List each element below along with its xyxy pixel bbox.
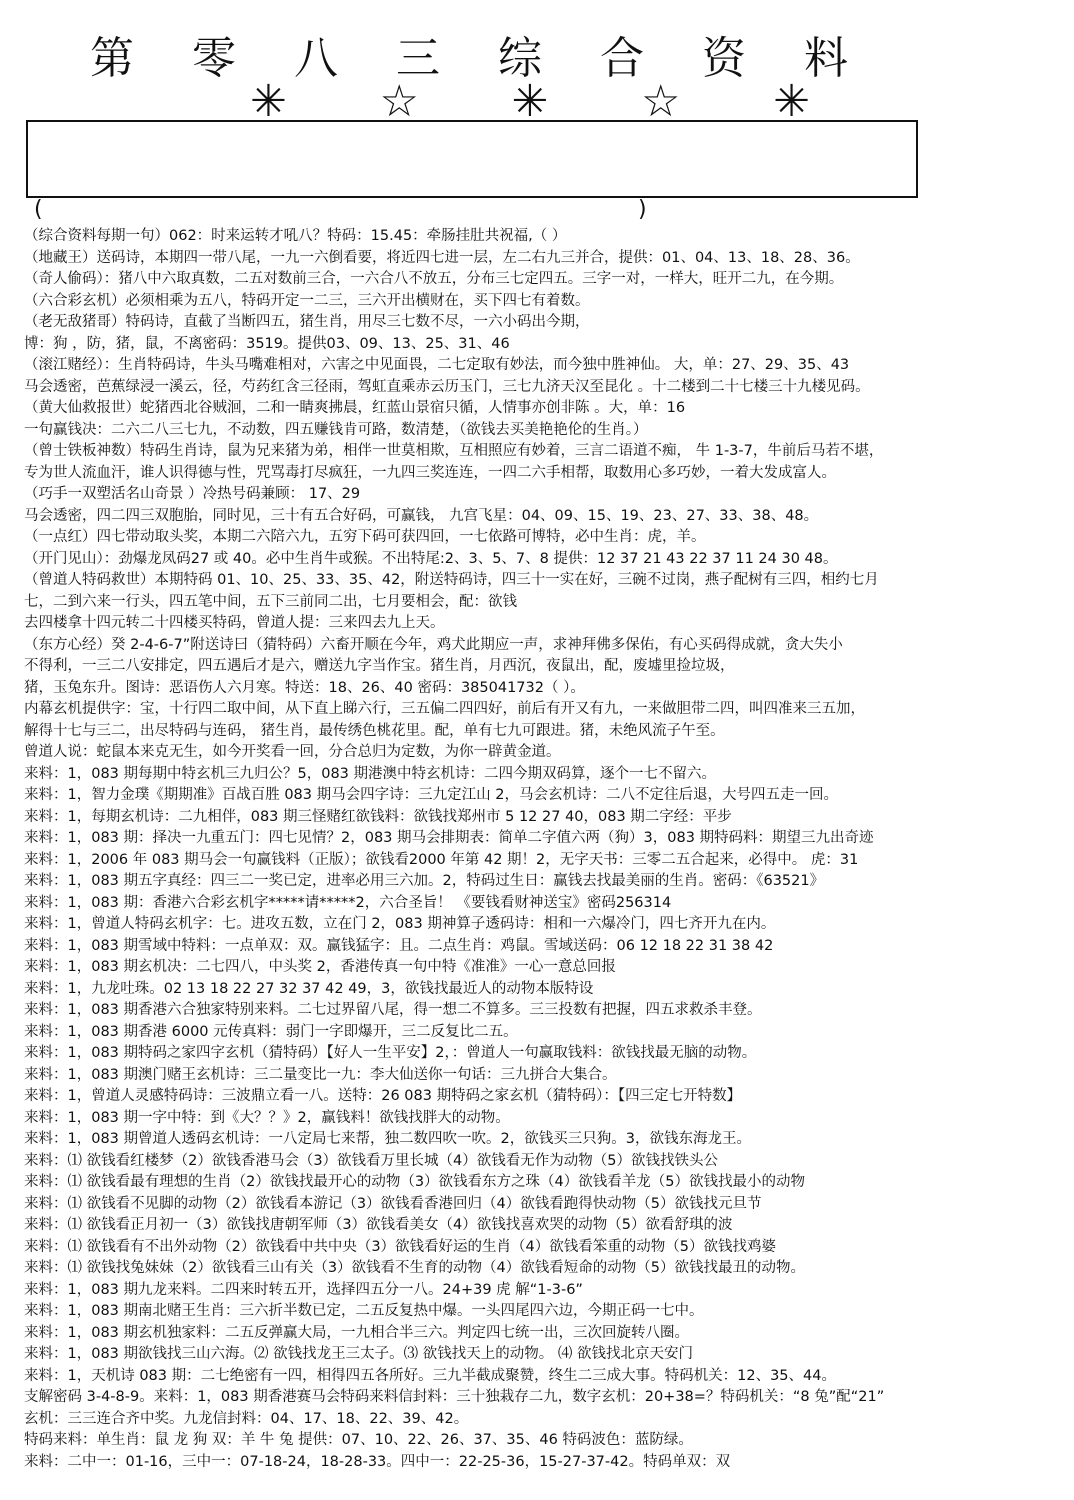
text-line: 解得十七与三二，出尽特码与连码， 猪生肖，最传绣色桃花里。配，单有七九可跟进。猪，未绝风流子午至。 (24, 722, 725, 739)
text-line: （奇人偷码）：猪八中六取真数，二五对数前三合，一六合八不放五，分布三七定四五。三字一对，一样大，旺开二九，在今期。 (24, 271, 844, 287)
text-line: 支解密码 3-4-8-9。来料：1，083 期香港赛马会特码来料信封料：三十独栽存二九，数字玄机：20+38=？特码机关：“8 兔”配“21” (24, 1389, 885, 1405)
text-line: 来料：⑴ 欲钱看有不出外动物（2）欲钱看中共中央（3）欲钱看好运的生肖（4）欲钱看笨重的动物（5）欲钱找鸡婆 (24, 1238, 777, 1255)
right-bracket-decoration: ) (638, 197, 647, 222)
text-line: （曾道人特码救世）本期特码 01、10、25、33、35、42，附送特码诗，四三十一实在好，三碗不过岗，燕子配树有三四，相约七月 (24, 572, 879, 588)
text-line: 来料：⑴ 欲钱看不见脚的动物（2）欲钱看本游记（3）欲钱看香港回归（4）欲钱看跑得快动物（5）欲钱找元旦节 (24, 1195, 762, 1212)
text-line: 来料：1，2006 年 083 期马会一句赢钱料（正版）；欲钱看2000 年第 42 期！2，无字天书：三零二五合起来，必得中。 虎：31 (24, 851, 859, 868)
star-outline-icon: ☆ (641, 76, 681, 127)
text-line: 来料：1，083 期香港 6000 元传真料：弱门一字即爆开，三二反复比二五。 (24, 1023, 518, 1040)
text-line: 曾道人说：蛇鼠本来克无生，如今开奖看一回，分合总归为定数，为你一辟黄金道。 (24, 744, 561, 760)
text-line: 来料：1，曾道人灵感特码诗：三波鼎立看一八。送特：26 083 期特码之家玄机（猜特码）：【四三定七开特数】 (24, 1088, 742, 1104)
text-line: 来料：⑴ 欲钱看红楼梦（2）欲钱香港马会（3）欲钱看万里长城（4）欲钱看无作为动物（5）欲钱找铁头公 (24, 1152, 719, 1169)
text-line: 来料：1，083 期：香港六合彩玄机字*****请*****2，六合圣旨！ 《要钱看财神送宝》密码256314 (24, 894, 672, 911)
text-line: （滚江赌经）：生肖特码诗，牛头马嘴难相对，六害之中见面畏，二七定取有妙法，而今独中胜神仙。 大，单：27、29、35、43 (24, 357, 850, 373)
text-line: 来料：⑴ 欲钱看最有理想的生肖（2）欲钱找最开心的动物（3）欲钱看东方之珠（4）欲钱看羊龙（5）欲钱找最小的动物 (24, 1174, 806, 1190)
text-line: 来料：1，083 期特码之家四字玄机（猜特码）【好人一生平安】2，：曾道人一句赢取钱料：欲钱找最无脑的动物。 (24, 1045, 757, 1061)
text-line: （综合资料每期一句）062：时来运转才吼八？特码：15.45：牵肠挂肚共祝福,（ ） (24, 228, 567, 244)
text-line: 猪，玉兔东升。图诗：恶语伤人六月寒。特送：18、26、40 密码：385041732（ ）。 (24, 679, 585, 696)
text-line: 特码来料：单生肖：鼠 龙 狗 双：羊 牛 兔 提供：07、10、22、26、37、35、46 特码波色：蓝防绿。 (24, 1432, 693, 1448)
asterisk-icon: ✳ (773, 76, 810, 127)
text-line: 来料：⑴ 欲钱找兔妹妹（2）欲钱看三山有关（3）欲钱看不生育的动物（4）欲钱看短命的动物（5）欲钱找最丑的动物。 (24, 1260, 806, 1276)
text-line: 来料：1，083 期雪域中特料：一点单双：双。赢钱猛字：且。二点生肖：鸡鼠。雪域送码：06 12 18 22 31 38 42 (24, 937, 774, 954)
text-line: 来料：1，曾道人特码玄机字：七。进攻五数，立在门 2，083 期神算子透码诗：相和一六爆冷门，四七齐开九在内。 (24, 916, 776, 932)
text-line: 博：狗 ，防，猪，鼠，不离密码：3519。提供03、09、13、25、31、46 (24, 335, 510, 352)
text-line: 来料：1，083 期澳门赌王玄机诗：三二量变比一九：李大仙送你一句话：三九拼合大集合。 (24, 1066, 617, 1083)
text-line: （老无敌猪哥）特码诗，直截了当断四五，猪生肖，用尽三七数不尽，一六小码出今期， (24, 314, 590, 330)
text-line: 来料：1，083 期：择决一九重五门：四七见情？2，083 期马会排期表：简单二字值六两（狗）3，083 期特码料：期望三九出奇迹 (24, 830, 874, 846)
text-line: 内幕玄机提供字：宝，十行四二取中间，从下直上睇六行，三五偏二四四好，前后有开又有九，一来做胆带二四，叫四准来三五加， (24, 701, 865, 717)
star-outline-icon: ☆ (379, 76, 419, 127)
text-line: 不得利，一三二八安排定，四五遇后才是六，赠送九字当作宝。猪生肖，月西沉，夜鼠出，配，废墟里捡垃圾， (24, 658, 735, 674)
asterisk-icon: ✳ (511, 76, 549, 127)
text-line: 来料：1，083 期玄机决：二七四八，中头奖 2，香港传真一句中特《准准》一心一意总回报 (24, 959, 616, 975)
text-line: 来料：1，083 期玄机独家料：二五反弹赢大局，一九相合半三六。判定四七统一出，三次回旋转八圈。 (24, 1324, 690, 1341)
asterisk-icon: ✳ (250, 76, 287, 127)
text-line: 来料：1，083 期五字真经：四三二一奖已定，进率必用三六加。2，特码过生日：赢钱去找最美丽的生肖。密码：《63521》 (24, 873, 825, 889)
page-title: 第 零 八 三 综 合 资 料 (90, 33, 870, 84)
star-row (250, 76, 810, 127)
text-line: （开门见山）：劲爆龙凤码27 或 40。必中生肖牛或猴。不出特尾:2、3、5、7、8 提供：12 37 21 43 22 37 11 24 30 48。 (24, 550, 838, 567)
text-line: 七，二到六来一行头，四五笔中间，五下三前同二出，七月要相会，配：欲钱 (24, 593, 517, 610)
text-line: 一句赢钱决：二六二八三七九，不动数，四五赚钱肯可路，数清楚，（欲钱去买美艳艳伦的生肖。） (24, 421, 648, 438)
document-body (24, 226, 1054, 1473)
text-line: （黄大仙救报世）蛇猪西北谷贼洄，二和一睛爽拂晨，红蓝山景宿只循，人情事亦创非陈 。大，单：16 (24, 400, 686, 416)
text-line: 玄机：三三连合齐中奖。九龙信封料：04、17、18、22、39、42。 (24, 1410, 469, 1427)
text-line: （曾士铁板神数）特码生肖诗，鼠为兄来猪为弟，相伴一世莫相欺，互相照应有妙着，三言二语道不痴， 牛 1-3-7，牛前后马若不堪， (24, 443, 884, 459)
left-bracket-decoration: ( (34, 197, 43, 222)
text-line: 来料：1，九龙吐珠。02 13 18 22 27 32 37 42 49，3，欲钱找最近人的动物本版特设 (24, 980, 594, 997)
text-line: 来料：二中一：01-16，三中一：07-18-24，18-28-33。四中一：22-25-36，15-27-37-42。特码单双：双 (24, 1453, 731, 1470)
blank-banner-box (26, 120, 918, 198)
text-line: （巧手一双塑活名山奇景 ）冷热号码兼顾： 17、29 (24, 486, 361, 502)
text-line: （一点红）四七带动取头奖，本期二六陪六九，五穷下码可获四回，一七依路可博特，必中生肖：虎，羊。 (24, 529, 706, 545)
text-line: 来料：1，天机诗 083 期：二七绝密有一四，相得四五各所好。三九半截成聚赞，终生二三成大事。特码机关：12、35、44。 (24, 1367, 836, 1384)
text-line: 去四楼拿十四元转二十四楼买特码，曾道人提：三来四去九上天。 (24, 615, 445, 631)
text-line: （地藏王）送码诗，本期四一带八尾，一九一六倒看要，将近四七进一层，左二右九三并合，提供：01、04、13、18、28、36。 (24, 249, 860, 266)
text-line: （六合彩玄机）必须相乘为五八，特码开定一二三，三六开出横财在，买下四七有着数。 (24, 292, 590, 309)
text-line: 马会透密，四二四三双胞胎，同时见，三十有五合好码，可赢钱， 九宫飞星：04、09、15、19、23、27、33、38、48。 (24, 507, 819, 524)
text-line: 来料：1，083 期欲钱找三山六海。⑵ 欲钱找龙王三太子。⑶ 欲钱找天上的动物。 ⑷ 欲钱找北京天安门 (24, 1346, 693, 1362)
text-line: 来料：1，083 期一字中特：到《大？？》2，赢钱料！欲钱找胖大的动物。 (24, 1109, 510, 1126)
text-line: 来料：⑴ 欲钱看正月初一（3）欲钱找唐朝军师（3）欲钱看美女（4）欲钱找喜欢哭的动物（5）欲看舒琪的波 (24, 1217, 733, 1233)
text-line: 来料：1，智力金璞《期期准》百战百胜 083 期马会四字诗：三九定江山 2，马会玄机诗：二八不定往后退，大号四五走一回。 (24, 787, 838, 803)
text-line: 来料：1，083 期香港六合独家特别来料。二七过界留八尾，得一想二不算多。三三投数有把握，四五求救杀丰登。 (24, 1002, 762, 1018)
text-line: 马会透密，芭蕉绿浸一溪云，径，芍药红含三径雨，驾虹直乘赤云历玉门，三七九济天汉至昆化 。十二楼到二十七楼三十九楼见码。 (24, 378, 870, 395)
text-line: 来料：1，083 期每期中特玄机三九归公？5，083 期港澳中特玄机诗：二四今期双码算，逐个一七不留六。 (24, 765, 717, 782)
text-line: 来料：1，083 期九龙来料。二四来时转五开，选择四五分一八。24+39 虎 解“1-3-6” (24, 1281, 583, 1298)
text-line: 来料：1，每期玄机诗：二九相伴，083 期三怪赌红欲钱料：欲钱找郑州市 5 12 27 40，083 期二字经：平步 (24, 808, 732, 825)
text-line: （东方心经）癸 2-4-6-7”附送诗曰（猜特码）六畜开顺在今年，鸡犬此期应一声，求神拜佛多保佑，有心买码得成就，贪大失小 (24, 636, 843, 653)
text-line: 专为世人流血汗，谁人识得德与性，咒骂毒打尽疯狂，一九四三奖连连，一四二六手相帮，取数用心多巧妙，一着大发成富人。 (24, 464, 836, 481)
text-line: 来料：1，083 期曾道人透码玄机诗：一八定局七来帮，独二数四吹一吹。2，欲钱买三只狗。3，欲钱东海龙王。 (24, 1131, 751, 1147)
text-line: 来料：1，083 期南北赌王生肖：三六折半数已定，二五反复热中爆。一头四尾四六边，今期正码一七中。 (24, 1303, 704, 1319)
